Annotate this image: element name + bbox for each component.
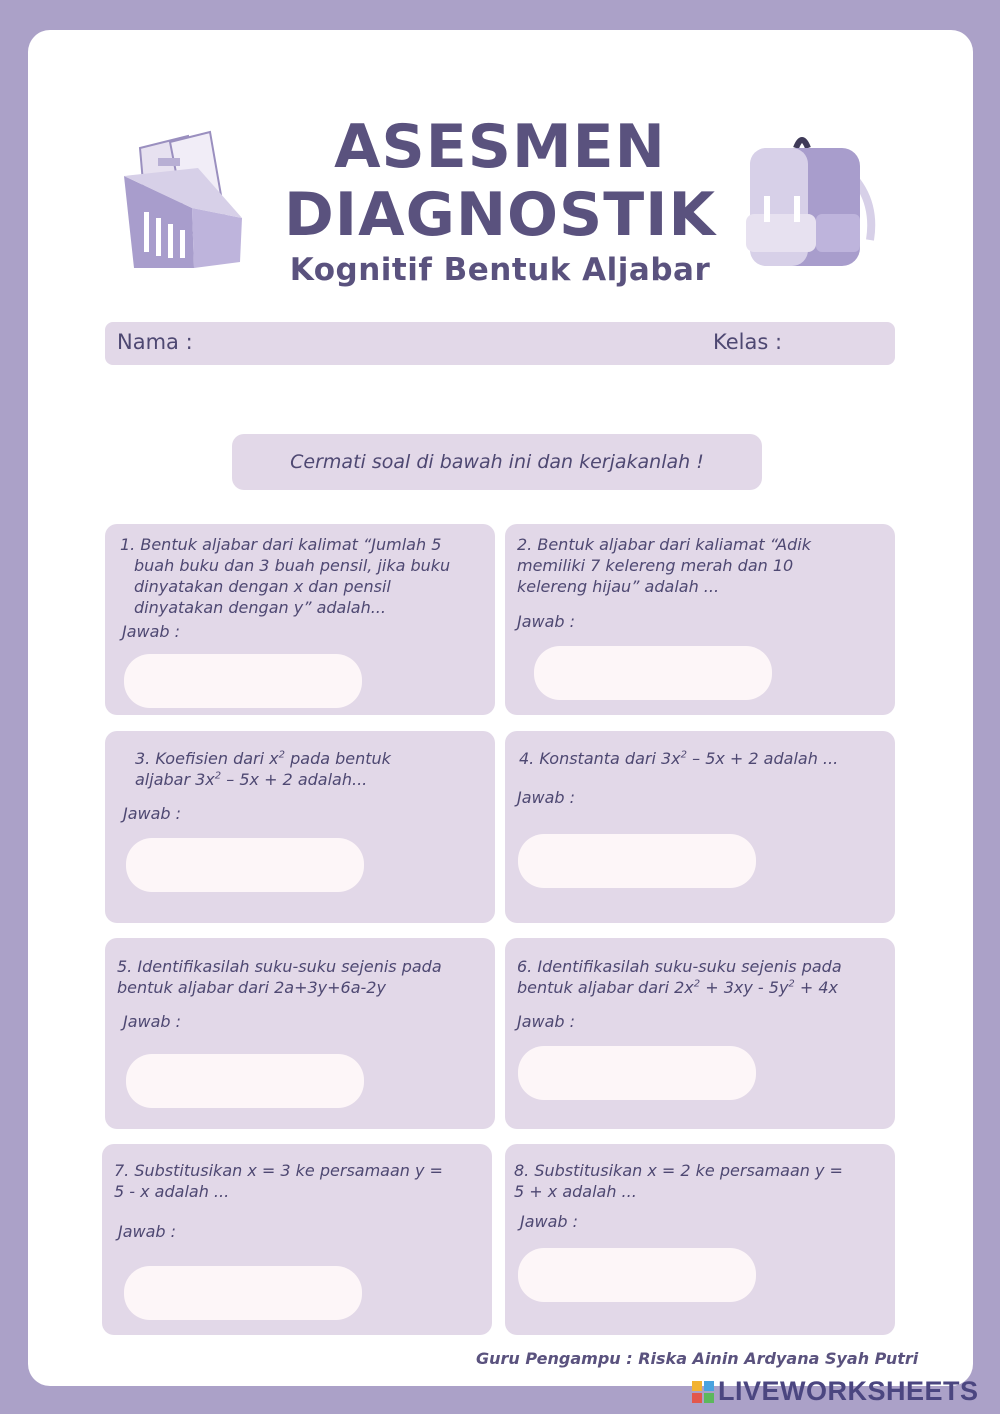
question-line: 5 + x adalah ... <box>514 1182 637 1201</box>
question-line: 2. Bentuk aljabar dari kaliamat “Adik <box>517 535 811 554</box>
subtitle: Kognitif Bentuk Aljabar <box>289 252 711 288</box>
question-line: 5. Identifikasilah suku-suku sejenis pada <box>117 957 442 976</box>
answer-input-6[interactable] <box>518 1046 756 1100</box>
answer-label: Jawab : <box>122 622 181 641</box>
question-line: 6. Identifikasilah suku-suku sejenis pada <box>517 957 842 976</box>
answer-input-8[interactable] <box>518 1248 756 1302</box>
answer-label: Jawab : <box>520 1212 579 1231</box>
answer-input-3[interactable] <box>126 838 364 892</box>
name-class-bar <box>105 322 895 365</box>
question-text <box>514 1160 843 1202</box>
liveworksheets-logo-icon <box>692 1381 714 1403</box>
question-line: buah buku dan 3 buah pensil, jika buku <box>134 556 451 575</box>
question-text <box>517 534 811 597</box>
title-line-2: DIAGNOSTIK <box>284 180 716 250</box>
question-line: 3. Koefisien dari $x^2$ pada bentuk <box>135 749 391 768</box>
question-line: 4. Konstanta dari $3x^2 - 5x + 2$ adalah ... <box>519 749 839 768</box>
answer-label: Jawab : <box>517 1012 576 1031</box>
question-line: aljabar $3x^2 - 5x + 2$ adalah... <box>135 770 368 789</box>
question-line: memiliki 7 kelereng merah dan 10 <box>517 556 794 575</box>
question-line: bentuk aljabar dari $2x^2 + 3xy - 5y^2 + 4x$ <box>517 978 839 997</box>
question-text <box>120 534 450 618</box>
answer-label: Jawab : <box>517 612 576 631</box>
question-text <box>517 956 842 998</box>
question-line: 8. Substitusikan x = 2 ke persamaan y = <box>514 1161 843 1180</box>
question-text <box>114 1160 443 1202</box>
question-line: dinyatakan dengan y” adalah... <box>134 598 386 617</box>
question-line: dinyatakan dengan x dan pensil <box>134 577 391 596</box>
teacher-credit: Guru Pengampu : Riska Ainin Ardyana Syah Putri <box>476 1349 919 1368</box>
question-text <box>519 748 838 769</box>
class-label: Kelas : <box>713 330 783 354</box>
answer-input-1[interactable] <box>124 654 362 708</box>
answer-label: Jawab : <box>123 804 182 823</box>
answer-input-7[interactable] <box>124 1266 362 1320</box>
answer-label: Jawab : <box>123 1012 182 1031</box>
question-text <box>117 956 442 998</box>
question-line: kelereng hijau” adalah ... <box>517 577 720 596</box>
instruction-box: Cermati soal di bawah ini dan kerjakanlah ! <box>232 434 762 490</box>
answer-input-4[interactable] <box>518 834 756 888</box>
question-line: 5 - x adalah ... <box>114 1182 230 1201</box>
liveworksheets-watermark: LIVEWORKSHEETS <box>718 1376 979 1406</box>
title-line-1: ASESMEN <box>334 112 666 182</box>
question-line: bentuk aljabar dari 2a+3y+6a-2y <box>117 978 386 997</box>
answer-input-5[interactable] <box>126 1054 364 1108</box>
answer-label: Jawab : <box>118 1222 177 1241</box>
question-text <box>135 748 391 790</box>
answer-input-2[interactable] <box>534 646 772 700</box>
answer-label: Jawab : <box>517 788 576 807</box>
question-line: 1. Bentuk aljabar dari kalimat “Jumlah 5 <box>120 535 442 554</box>
name-label: Nama : <box>117 330 193 354</box>
question-line: 7. Substitusikan x = 3 ke persamaan y = <box>114 1161 443 1180</box>
